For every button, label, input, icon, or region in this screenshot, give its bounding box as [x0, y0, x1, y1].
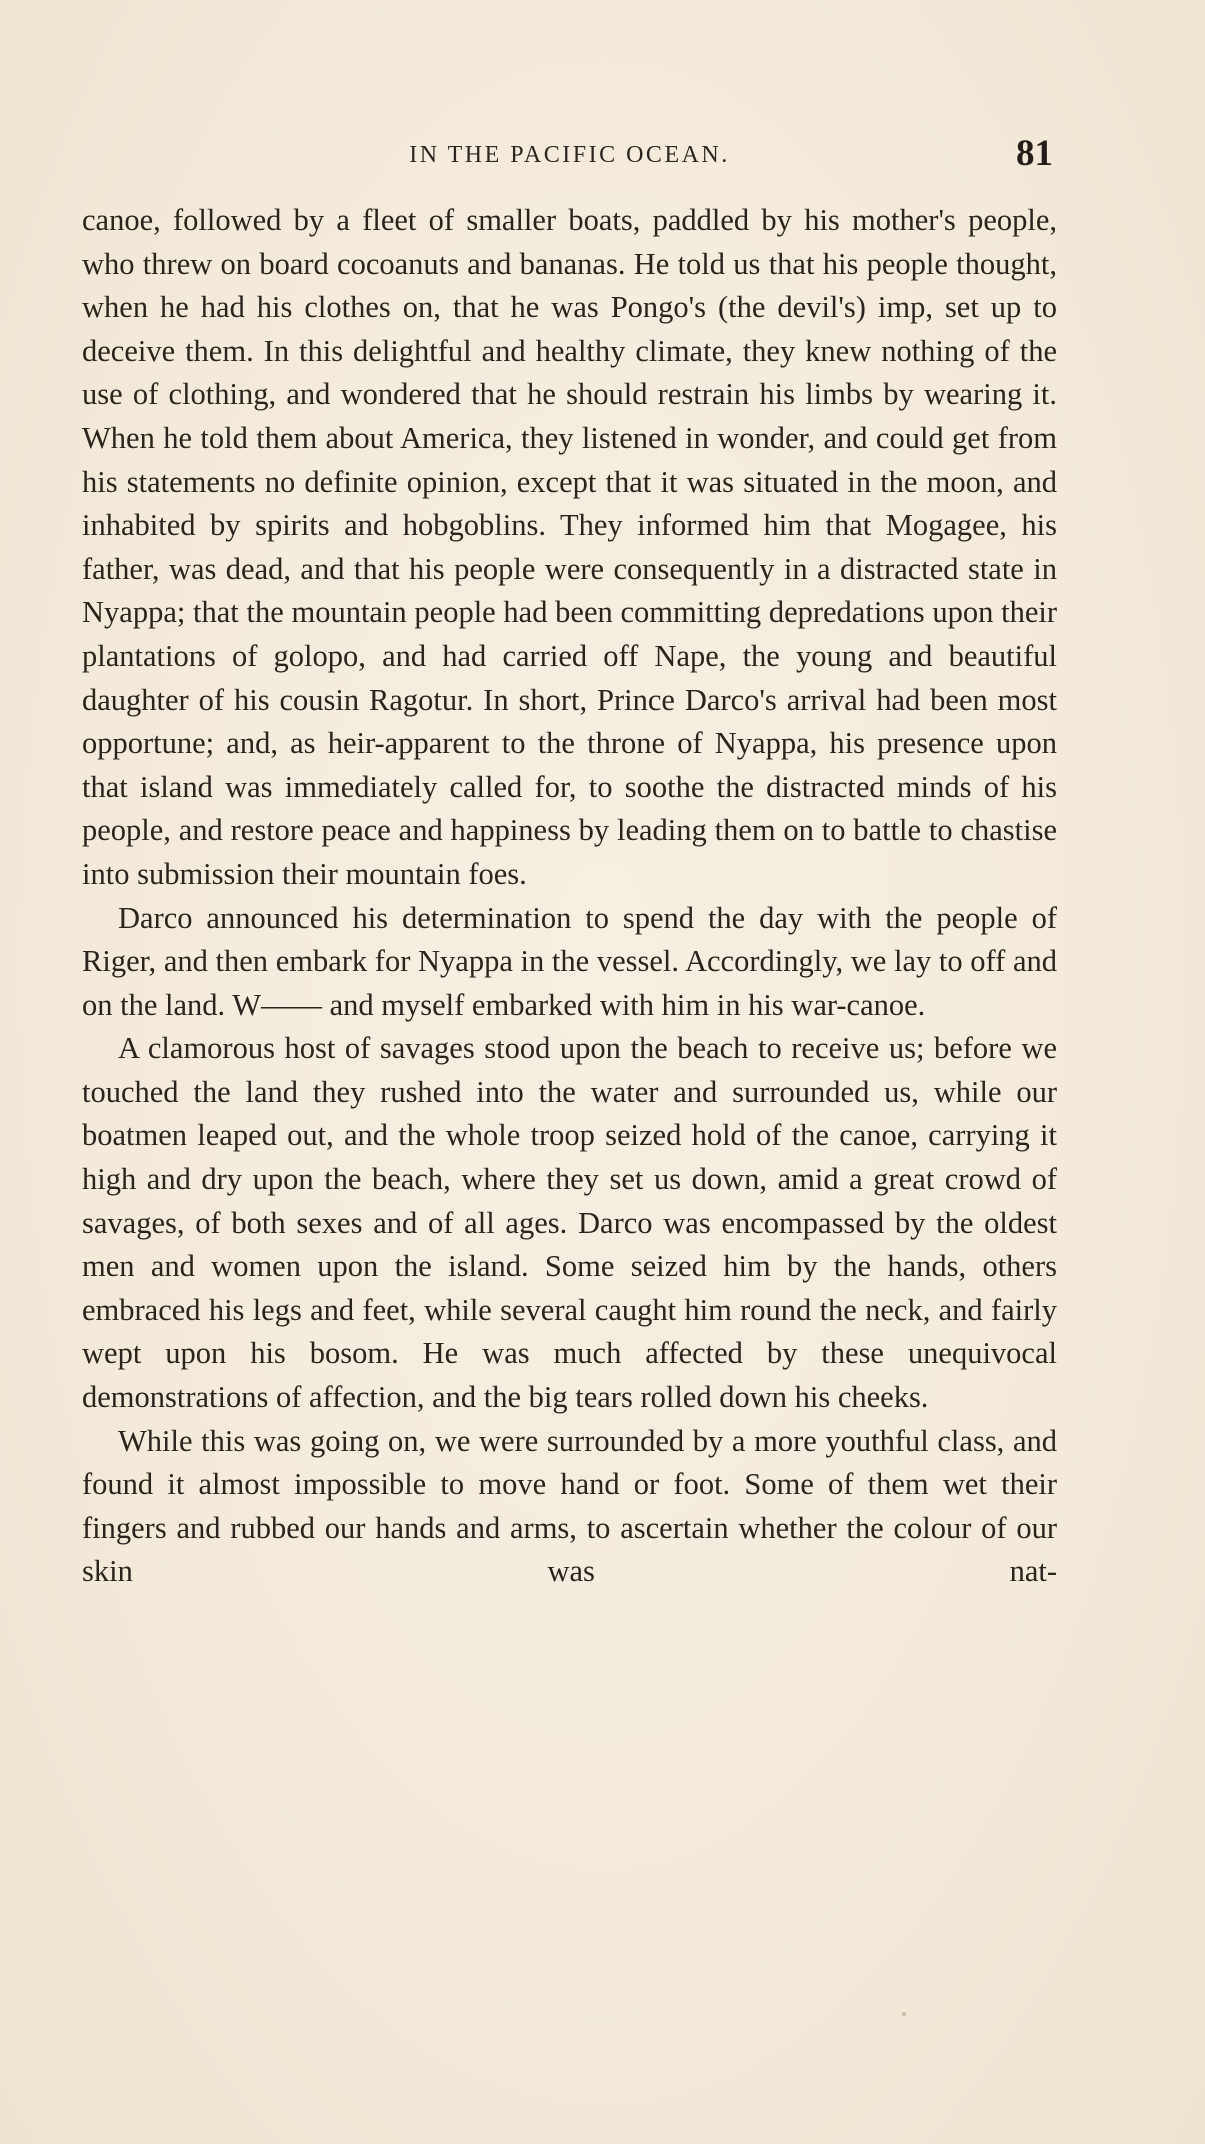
paper-speck — [902, 2012, 906, 2016]
paragraph-3: A clamorous host of savages stood upon the beach to receive us; before we touched the land they rushed into the water and surrounded us, while our boatmen leaped out, and the whole troop seized hold of the canoe, carrying it high and dry upon the beach, where they set us down, amid a great crowd of savages, of both sexes and of all ages. Darco was encompassed by the oldest men and women upon the island. Some seized him by the hands, others embraced his legs and feet, while several caught him round the neck, and fairly wept upon his bosom. He was much affected by these unequivocal demonstrations of affection, and the big tears rolled down his cheeks. — [82, 1031, 1057, 1415]
running-head: IN THE PACIFIC OCEAN. — [409, 142, 730, 168]
paragraph-2: Darco announced his determination to spend the day with the people of Riger, and then embark for Nyappa in the vessel. Accordingly, we lay to off and on the land. W—— and myself embarked with him in his war-canoe. — [82, 900, 1057, 1022]
page-number: 81 — [1016, 133, 1053, 174]
paragraph-1: canoe, followed by a fleet of smaller boats, paddled by his mother's people, who threw on board cocoanuts and bananas. He told us that his people thought, when he had his clothes on, that he was Pongo's (the devil's) imp, set up to deceive them. In this delightful and healthy climate, they knew nothing of the use of clothing, and wondered that he should restrain his limbs by wearing it. When he told them about America, they listened in wonder, and could get from his statements no definite opinion, except that it was situated in the moon, and inhabited by spirits and hobgoblins. They informed him that Mogagee, his father, was dead, and that his people were consequently in a distracted state in Nyappa; that the mountain people had been committing depredations upon their plantations of golopo, and had carried off Nape, the young and beautiful daughter of his cousin Ragotur. In short, Prince Darco's arrival had been most opportune; and, as heir-apparent to the throne of Nyappa, his presence upon that island was immediately called for, to soothe the distracted minds of his people, and restore peace and happiness by leading them on to battle to chastise into submission their mountain foes. — [82, 203, 1057, 891]
paragraph-4: While this was going on, we were surrounded by a more youthful class, and found it almost impossible to move hand or foot. Some of them wet their fingers and rubbed our hands and arms, to ascertain whether the colour of our skin was nat- — [82, 1423, 1057, 1589]
page-header — [82, 128, 1057, 178]
body-text — [82, 199, 1057, 1594]
